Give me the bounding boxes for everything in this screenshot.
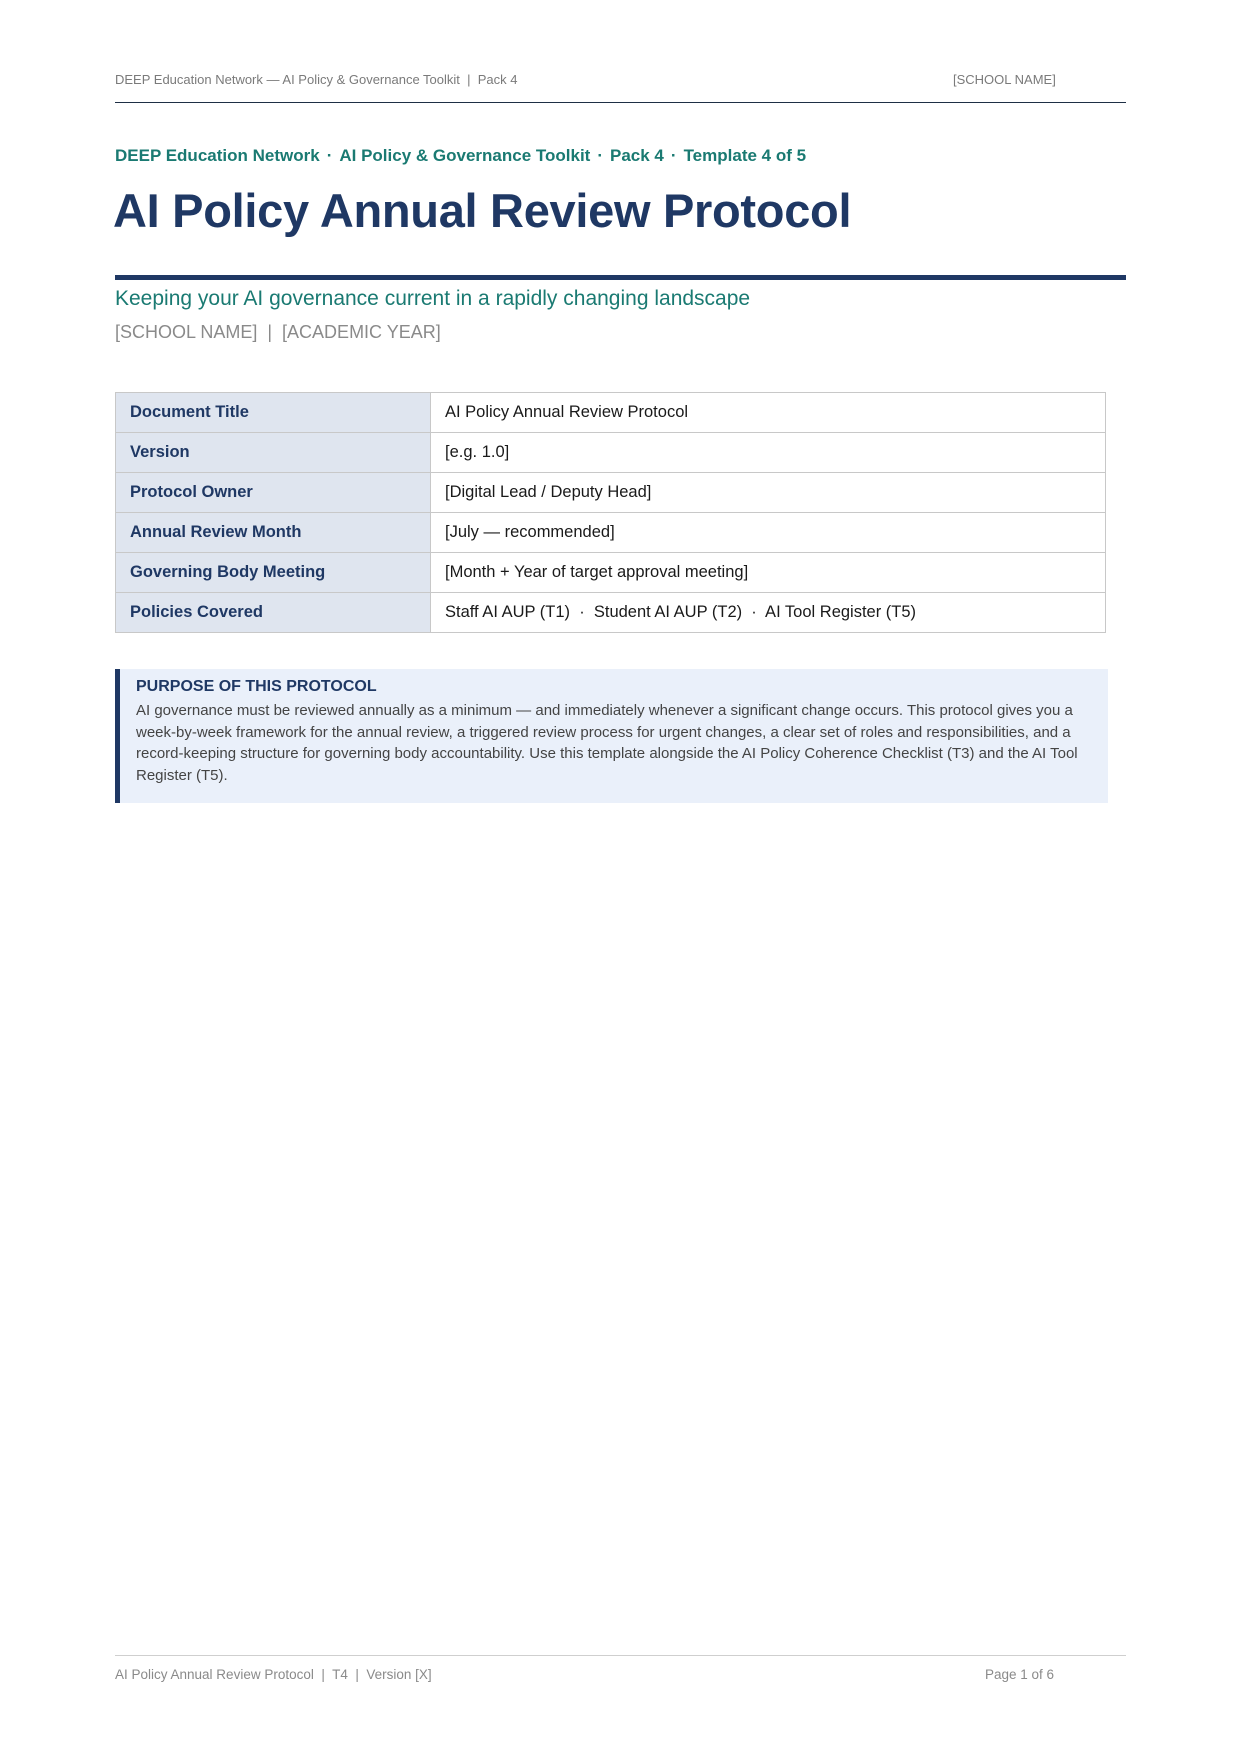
kicker-breadcrumb <box>115 146 806 166</box>
page-header <box>115 70 1126 103</box>
callout-heading: PURPOSE OF THIS PROTOCOL <box>136 678 377 695</box>
meta-value: Staff AI AUP (T1) · Student AI AUP (T2) · AI Tool Register (T5) <box>431 593 1106 633</box>
school-year-line <box>115 322 441 343</box>
meta-label: Annual Review Month <box>116 513 431 553</box>
kicker-template: Template 4 of 5 <box>683 146 807 165</box>
table-row <box>116 393 1106 433</box>
meta-value: [Digital Lead / Deputy Head] <box>431 473 1106 513</box>
meta-label: Version <box>116 433 431 473</box>
page-footer <box>115 1655 1126 1686</box>
document-metadata-table <box>115 392 1106 633</box>
meta-value: [July — recommended] <box>431 513 1106 553</box>
header-left-text: DEEP Education Network — AI Policy & Governance Toolkit | Pack 4 <box>115 72 518 87</box>
school-line-separator: | <box>267 322 273 342</box>
kicker-separator: · <box>670 146 677 165</box>
meta-value: [e.g. 1.0] <box>431 433 1106 473</box>
kicker-separator: · <box>597 146 603 165</box>
kicker-toolkit: AI Policy & Governance Toolkit <box>339 146 591 165</box>
footer-page-number: Page 1 of 6 <box>985 1667 1055 1682</box>
academic-year-placeholder: [ACADEMIC YEAR] <box>282 322 441 342</box>
header-school-name: [SCHOOL NAME] <box>953 72 1056 87</box>
school-name-placeholder: [SCHOOL NAME] <box>115 322 258 342</box>
meta-label: Document Title <box>116 393 431 433</box>
kicker-network: DEEP Education Network <box>115 146 320 165</box>
table-row <box>116 473 1106 513</box>
table-row <box>116 553 1106 593</box>
meta-value: [Month + Year of target approval meeting] <box>431 553 1106 593</box>
page-subtitle: Keeping your AI governance current in a rapidly changing landscape <box>115 287 751 310</box>
meta-label: Policies Covered <box>116 593 431 633</box>
table-row <box>116 593 1106 633</box>
meta-label: Governing Body Meeting <box>116 553 431 593</box>
kicker-separator: · <box>326 146 333 165</box>
meta-label: Protocol Owner <box>116 473 431 513</box>
page-title: AI Policy Annual Review Protocol <box>113 184 852 237</box>
footer-document-info: AI Policy Annual Review Protocol | T4 | Version [X] <box>115 1667 432 1682</box>
title-divider <box>115 275 1126 280</box>
table-row <box>116 513 1106 553</box>
callout-body: AI governance must be reviewed annually as a minimum — and immediately whenever a significant change occurs. This protocol gives you a week-by-week framework for the annual review, a triggered review process for urgent changes, a clear set of roles and responsibilities, and a record-keeping structure for governing body accountability. Use this template alongside the AI Policy Coherence Checklist (T3) and the AI Tool Register (T5). <box>136 702 1078 784</box>
kicker-pack: Pack 4 <box>610 146 664 165</box>
table-row <box>116 433 1106 473</box>
purpose-callout <box>115 669 1108 803</box>
meta-value: AI Policy Annual Review Protocol <box>431 393 1106 433</box>
